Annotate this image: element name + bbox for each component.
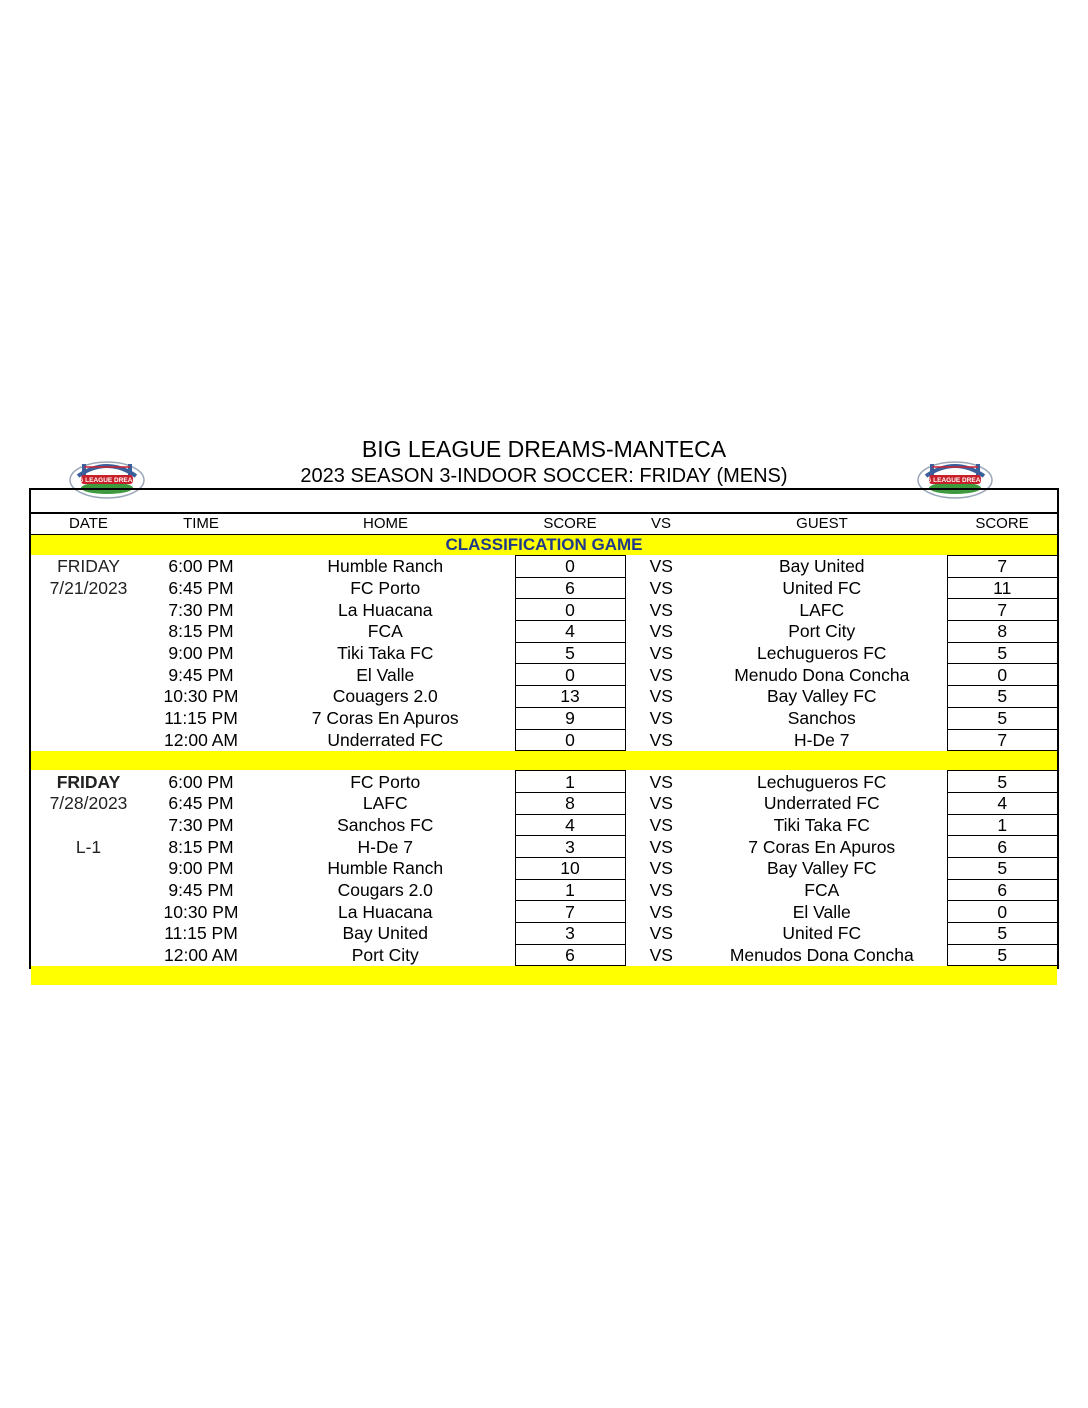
home-team-cell: Cougars 2.0 — [337, 879, 433, 900]
vs-cell: VS — [649, 945, 673, 966]
vs-cell: VS — [649, 664, 673, 685]
vs-cell: VS — [649, 729, 673, 750]
home-score-cell: 1 — [515, 771, 625, 793]
guest-score-cell: 7 — [947, 556, 1057, 578]
vs-cell: VS — [649, 879, 673, 900]
table-row — [31, 923, 1057, 945]
vs-cell: VS — [649, 793, 673, 814]
home-team-cell: Sanchos FC — [337, 814, 434, 835]
vs-cell: VS — [649, 578, 673, 599]
guest-score-cell: 6 — [947, 879, 1057, 901]
vs-cell: VS — [649, 836, 673, 857]
home-team-cell: Port City — [351, 945, 419, 966]
schedule-table — [31, 514, 1057, 985]
guest-team-cell: Menudos Dona Concha — [729, 945, 914, 966]
vs-cell: VS — [649, 599, 673, 620]
time-cell: 8:15 PM — [168, 621, 234, 642]
guest-team-cell: Bay United — [778, 556, 865, 577]
table-row — [31, 664, 1057, 686]
table-row — [31, 577, 1057, 599]
date-cell: FRIDAY — [57, 556, 120, 577]
guest-score-cell: 4 — [947, 792, 1057, 814]
guest-score-cell: 5 — [947, 857, 1057, 879]
time-cell: 11:15 PM — [164, 923, 238, 944]
date-cell — [31, 944, 146, 966]
date-cell — [31, 814, 146, 836]
guest-score-cell: 11 — [947, 577, 1057, 599]
time-cell: 6:00 PM — [168, 556, 234, 577]
home-score-cell: 7 — [515, 901, 625, 923]
guest-team-cell: H-De 7 — [794, 729, 850, 750]
guest-header: GUEST — [697, 514, 947, 535]
guest-score-cell: 8 — [947, 621, 1057, 643]
guest-score-cell: 5 — [947, 923, 1057, 945]
table-row — [31, 729, 1057, 751]
time-cell: 9:45 PM — [168, 664, 234, 685]
vs-cell: VS — [649, 858, 673, 879]
home-score-cell: 10 — [515, 857, 625, 879]
guest-score-cell: 6 — [947, 836, 1057, 858]
time-cell: 12:00 AM — [164, 945, 238, 966]
guest-team-cell: United FC — [782, 578, 862, 599]
vs-cell: VS — [649, 923, 673, 944]
column-header-row — [31, 514, 1057, 535]
guest-team-cell: Tiki Taka FC — [773, 814, 870, 835]
vs-header: VS — [625, 514, 697, 535]
home-team-cell: Bay United — [342, 923, 429, 944]
home-team-cell: FCA — [367, 621, 403, 642]
table-row — [31, 686, 1057, 708]
svg-text:BIG LEAGUE DREAMS: BIG LEAGUE DREAMS — [919, 477, 991, 484]
table-row — [31, 814, 1057, 836]
home-score-cell: 6 — [515, 577, 625, 599]
vs-cell: VS — [649, 708, 673, 729]
home-score-cell: 6 — [515, 944, 625, 966]
home-team-cell: El Valle — [356, 664, 415, 685]
home-score-cell: 13 — [515, 686, 625, 708]
page-title: BIG LEAGUE DREAMS-MANTECA — [361, 436, 727, 462]
home-team-cell: LAFC — [362, 793, 408, 814]
home-score-cell: 9 — [515, 707, 625, 729]
date-cell — [31, 729, 146, 751]
date-cell — [31, 664, 146, 686]
table-row — [31, 599, 1057, 621]
date-cell — [31, 857, 146, 879]
home-team-cell: Humble Ranch — [327, 556, 444, 577]
home-team-cell: FC Porto — [350, 771, 421, 792]
guest-score-cell: 5 — [947, 944, 1057, 966]
vs-cell: VS — [649, 556, 673, 577]
time-cell: 9:00 PM — [168, 643, 234, 664]
time-cell: 6:45 PM — [168, 793, 234, 814]
table-row — [31, 771, 1057, 793]
table-row — [31, 836, 1057, 858]
home-score-cell: 0 — [515, 664, 625, 686]
guest-score-cell: 1 — [947, 814, 1057, 836]
guest-score-cell: 0 — [947, 664, 1057, 686]
date-cell — [31, 879, 146, 901]
guest-team-cell: FCA — [804, 879, 840, 900]
table-row — [31, 707, 1057, 729]
home-score-cell: 3 — [515, 923, 625, 945]
guest-team-cell: 7 Coras En Apuros — [748, 836, 896, 857]
guest-team-cell: El Valle — [792, 901, 851, 922]
home-score-cell: 0 — [515, 599, 625, 621]
vs-cell: VS — [649, 901, 673, 922]
guest-team-cell: Bay Valley FC — [766, 686, 877, 707]
home-score-header: SCORE — [515, 514, 625, 535]
time-header: TIME — [146, 514, 256, 535]
separator-band — [31, 751, 1057, 771]
classification-band — [31, 535, 1057, 556]
vs-cell: VS — [649, 814, 673, 835]
date-cell — [31, 923, 146, 945]
separator-band-cell — [31, 751, 1057, 771]
date-cell — [31, 707, 146, 729]
date-cell: FRIDAY — [56, 771, 121, 792]
home-score-cell: 4 — [515, 814, 625, 836]
time-cell: 9:00 PM — [168, 858, 234, 879]
home-score-cell: 4 — [515, 621, 625, 643]
time-cell: 6:00 PM — [168, 771, 234, 792]
page-subtitle: 2023 SEASON 3-INDOOR SOCCER: FRIDAY (MENS) — [300, 465, 788, 487]
table-row — [31, 621, 1057, 643]
date-cell: 7/28/2023 — [49, 793, 128, 814]
home-team-cell: FC Porto — [350, 578, 421, 599]
home-header: HOME — [256, 514, 515, 535]
home-score-cell: 0 — [515, 729, 625, 751]
table-row — [31, 792, 1057, 814]
home-score-cell: 8 — [515, 792, 625, 814]
date-cell: 7/21/2023 — [49, 578, 128, 599]
guest-team-cell: Menudo Dona Concha — [734, 664, 910, 685]
classification-label: CLASSIFICATION GAME — [31, 535, 1057, 556]
svg-text:BIG LEAGUE DREAMS: BIG LEAGUE DREAMS — [71, 477, 143, 484]
guest-team-cell: Port City — [788, 621, 856, 642]
vs-cell: VS — [649, 643, 673, 664]
home-score-cell: 3 — [515, 836, 625, 858]
guest-score-header: SCORE — [947, 514, 1057, 535]
table-row — [31, 556, 1057, 578]
home-team-cell: Tiki Taka FC — [337, 643, 434, 664]
guest-team-cell: Lechugueros FC — [757, 643, 887, 664]
guest-score-cell: 0 — [947, 901, 1057, 923]
guest-team-cell: LAFC — [799, 599, 845, 620]
table-row — [31, 642, 1057, 664]
table-row — [31, 901, 1057, 923]
separator-band-cell — [31, 966, 1057, 986]
date-cell — [31, 599, 146, 621]
vs-cell: VS — [649, 686, 673, 707]
time-cell: 9:45 PM — [168, 879, 234, 900]
home-team-cell: 7 Coras En Apuros — [311, 708, 459, 729]
date-header: DATE — [31, 514, 146, 535]
date-cell — [31, 901, 146, 923]
time-cell: 10:30 PM — [163, 901, 239, 922]
home-score-cell: 1 — [515, 879, 625, 901]
vs-cell: VS — [649, 621, 673, 642]
vs-cell: VS — [649, 771, 673, 792]
date-cell: L-1 — [75, 836, 102, 857]
guest-team-cell: United FC — [782, 923, 862, 944]
home-team-cell: H-De 7 — [357, 836, 413, 857]
time-cell: 12:00 AM — [164, 729, 238, 750]
separator-band — [31, 966, 1057, 986]
table-row — [31, 857, 1057, 879]
guest-team-cell: Sanchos — [787, 708, 856, 729]
home-team-cell: Couagers 2.0 — [332, 686, 438, 707]
time-cell: 11:15 PM — [164, 708, 238, 729]
home-score-cell: 0 — [515, 556, 625, 578]
guest-score-cell: 7 — [947, 729, 1057, 751]
table-row — [31, 879, 1057, 901]
time-cell: 7:30 PM — [168, 814, 234, 835]
guest-team-cell: Bay Valley FC — [766, 858, 877, 879]
guest-team-cell: Lechugueros FC — [757, 771, 887, 792]
home-team-cell: La Huacana — [338, 599, 433, 620]
guest-score-cell: 7 — [947, 599, 1057, 621]
date-cell — [31, 642, 146, 664]
time-cell: 6:45 PM — [168, 578, 234, 599]
table-row — [31, 944, 1057, 966]
guest-score-cell: 5 — [947, 686, 1057, 708]
guest-team-cell: Underrated FC — [763, 793, 880, 814]
guest-score-cell: 5 — [947, 771, 1057, 793]
guest-score-cell: 5 — [947, 707, 1057, 729]
home-score-cell: 5 — [515, 642, 625, 664]
home-team-cell: La Huacana — [338, 901, 433, 922]
home-team-cell: Humble Ranch — [327, 858, 444, 879]
time-cell: 8:15 PM — [168, 836, 234, 857]
date-cell — [31, 686, 146, 708]
guest-score-cell: 5 — [947, 642, 1057, 664]
home-team-cell: Underrated FC — [327, 729, 444, 750]
time-cell: 10:30 PM — [163, 686, 239, 707]
time-cell: 7:30 PM — [168, 599, 234, 620]
date-cell — [31, 621, 146, 643]
